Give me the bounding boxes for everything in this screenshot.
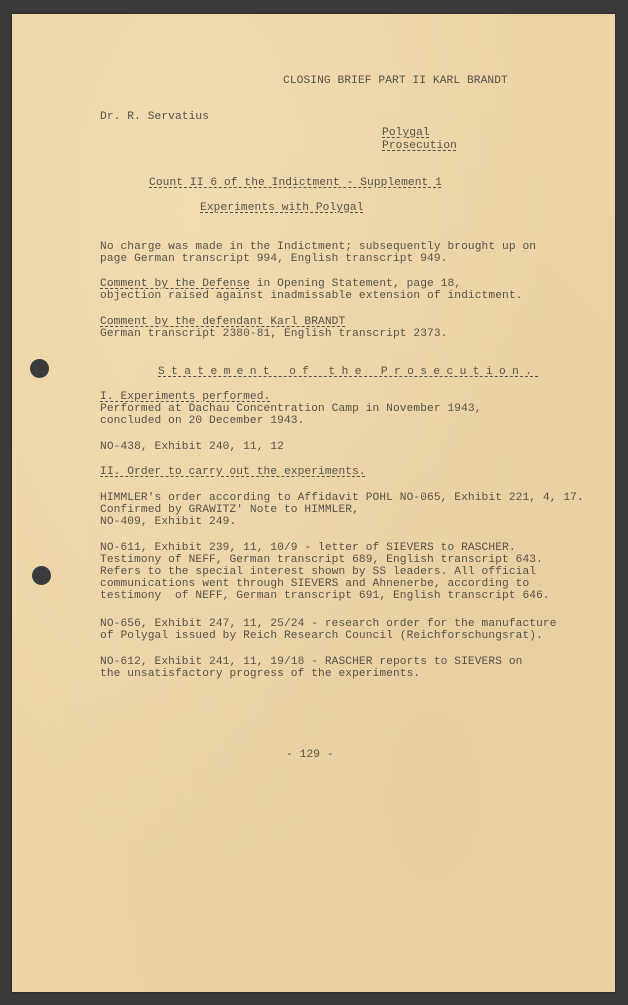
section-2-para-2-line-1: NO-611, Exhibit 239, 11, 10/9 - letter of SIEVERS to RASCHER. [100,542,516,554]
section-2-para-3-line-1: NO-656, Exhibit 247, 11, 25/24 - research order for the manufacture [100,618,557,630]
section-2-para-4-line-2: the unsatisfactory progress of the experiments. [100,668,421,680]
section-2-para-4-line-1: NO-612, Exhibit 241, 11, 19/18 - RASCHER reports to SIEVERS on [100,656,523,668]
intro-paragraph-1-line-1: No charge was made in the Indictment; subsequently brought up on [100,241,537,253]
section-1-heading: I. Experiments performed. [100,391,271,403]
section-2-para-1-line-1: HIMMLER's order according to Affidavit POHL NO-065, Exhibit 221, 4, 17. [100,492,584,504]
intro-paragraph-2-line-2: objection raised against inadmissable extension of indictment. [100,290,523,302]
section-2-para-3-line-2: of Polygal issued by Reich Research Council (Reichforschungsrat). [100,630,543,642]
document-subheading: Experiments with Polygal [200,202,364,214]
defense-comment-text: in Opening Statement, page 18, [249,278,462,290]
section-2-para-2-line-2: Testimony of NEFF, German transcript 689, English transcript 643. [100,554,543,566]
author-line: Dr. R. Servatius [100,111,210,123]
section-title: Statement of the Prosecution. [158,366,539,378]
section-2-heading: II. Order to carry out the experiments. [100,466,366,478]
defendant-comment-transcript: German transcript 2380-81, English transcript 2373. [100,328,448,340]
section-1-line-1: Performed at Dachau Concentration Camp in November 1943, [100,403,482,415]
defense-comment-label: Comment by the Defense [100,278,250,290]
punch-hole-bottom [32,566,51,585]
page-number: - 129 - [286,749,334,761]
section-2-para-2-line-5: testimony of NEFF, German transcript 691, English transcript 646. [100,590,550,602]
section-2-para-2-line-3: Refers to the special interest shown by SS leaders. All official [100,566,537,578]
subject-party: Prosecution [382,140,457,152]
running-header: CLOSING BRIEF PART II KARL BRANDT [283,75,508,87]
section-2-para-2-line-4: communications went through SIEVERS and Ahnenerbe, according to [100,578,530,590]
count-heading: Count II 6 of the Indictment - Supplement 1 [149,177,442,189]
section-1-line-2: concluded on 20 December 1943. [100,415,305,427]
subject-topic: Polygal [382,127,430,139]
section-2-para-1-line-3: NO-409, Exhibit 249. [100,516,237,528]
section-1-reference: NO-438, Exhibit 240, 11, 12 [100,441,284,453]
section-2-para-1-line-2: Confirmed by GRAWITZ' Note to HIMMLER, [100,504,359,516]
intro-paragraph-1-line-2: page German transcript 994, English transcript 949. [100,253,448,265]
defendant-comment-label: Comment by the defendant Karl BRANDT [100,316,346,328]
intro-paragraph-2-line-1 [100,278,461,291]
punch-hole-top [30,359,49,378]
document-page [12,14,615,992]
